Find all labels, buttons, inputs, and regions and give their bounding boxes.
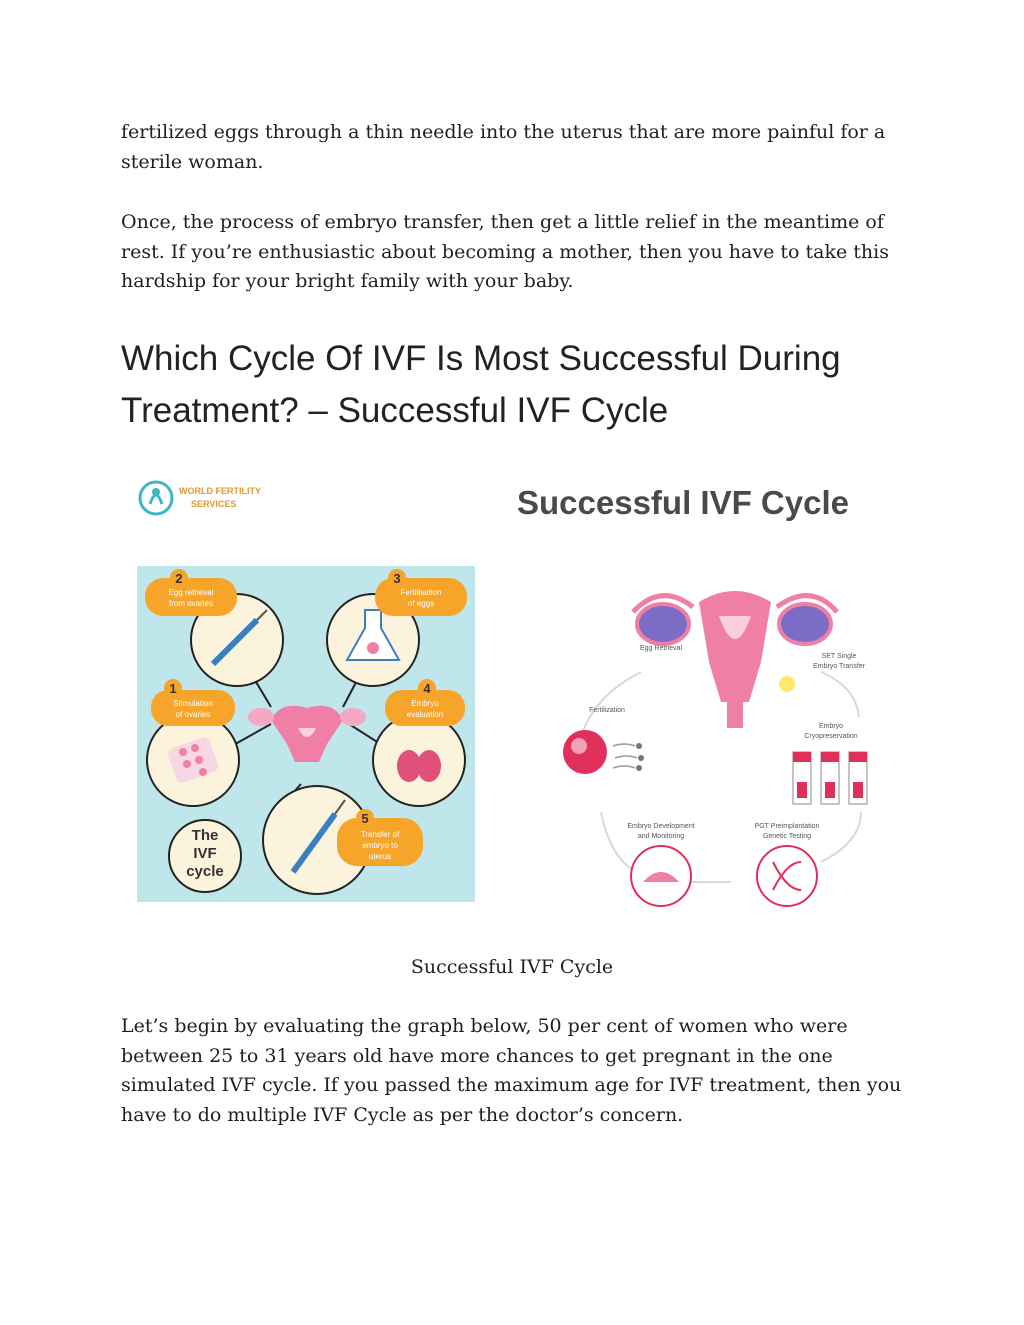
step-1-badge — [151, 690, 235, 726]
svg-text:and Monitoring: and Monitoring — [637, 833, 685, 840]
svg-text:The: The — [191, 827, 219, 844]
figure-caption: Successful IVF Cycle — [410, 956, 614, 978]
world-fertility-logo — [140, 482, 261, 514]
uterus-ovaries-icon — [633, 591, 837, 728]
svg-text:cycle: cycle — [186, 863, 224, 880]
paragraph-graph-evaluation: Let’s begin by evaluating the graph below, 50 per cent of women who were between 25 to 31 years old have more chances to get pregnant in the one simulated IVF cycle. If you passed the maximum age for IVF treatment, then you have to do multiple IVF Cycle as per the doctor’s concern. — [121, 1015, 902, 1126]
ivf-cycle-right-panel — [563, 591, 867, 906]
step-3-number: 3 — [393, 571, 401, 586]
step-2-badge — [145, 578, 237, 616]
genetic-testing-icon — [757, 846, 817, 906]
egg-retrieval-label: Egg Retrieval — [639, 645, 683, 652]
step-4-number: 4 — [423, 681, 431, 696]
step-3-badge — [375, 578, 467, 616]
step-2-label-line1: Egg retrieval — [168, 588, 214, 597]
ivf-cycle-center-label — [169, 820, 241, 892]
step-4-label-line2: evaluation — [406, 710, 444, 719]
svg-text:Embryo Transfer: Embryo Transfer — [813, 663, 865, 670]
step-3-label-line1: Fertilisation — [400, 588, 442, 597]
step-4-label-line1: Embryo — [411, 699, 439, 708]
step-1-label-line2: of ovaries — [175, 710, 211, 719]
paragraph-intro-continuation: fertilized eggs through a thin needle into the uterus that are more painful for a sterile woman. — [121, 121, 886, 173]
egg-fertilization-icon — [563, 730, 644, 774]
step-5-label-line3: uterus — [368, 852, 392, 861]
svg-text:IVF: IVF — [193, 845, 217, 862]
cryopreservation-tubes-icon — [793, 752, 867, 804]
step-2-number: 2 — [175, 571, 183, 586]
step-2-label-line2: from ovaries — [168, 599, 214, 608]
paragraph-embryo-transfer: Once, the process of embryo transfer, then get a little relief in the meantime of rest. If you’re enthusiastic about becoming a mother, then you have to take this hardship for your bright family with your baby. — [121, 211, 889, 292]
step-5-label-line1: Transfer of — [360, 830, 400, 839]
ivf-cycle-left-panel — [137, 566, 475, 902]
transfer-sparkle-icon — [779, 676, 795, 692]
logo-text-line1: WORLD FERTILITY — [179, 486, 261, 496]
fertilization-label: Fertilization — [589, 707, 625, 714]
embryo-development-icon — [631, 846, 691, 906]
step-1-stimulation — [147, 679, 239, 806]
svg-text:Embryo Development: Embryo Development — [627, 823, 695, 830]
svg-text:Embryo: Embryo — [818, 723, 844, 730]
step-3-label-line2: of eggs — [407, 599, 435, 608]
step-1-label-line1: Stimulation — [173, 699, 213, 708]
step-5-number: 5 — [361, 811, 369, 826]
svg-text:PGT Preimplantation: PGT Preimplantation — [754, 823, 820, 830]
svg-text:Genetic Testing: Genetic Testing — [762, 833, 812, 840]
ivf-cycle-figure — [121, 462, 883, 910]
ivf-cycle-illustration — [121, 462, 883, 910]
svg-text:Cryopreservation: Cryopreservation — [804, 733, 858, 740]
section-heading: Which Cycle Of IVF Is Most Successful During Treatment? – Successful IVF Cycle — [121, 339, 841, 430]
step-5-label-line2: embryo to — [362, 841, 398, 850]
step-1-number: 1 — [169, 681, 177, 696]
figure-title: Successful IVF Cycle — [517, 484, 849, 521]
svg-text:SET Single: SET Single — [821, 653, 857, 660]
logo-text-line2: SERVICES — [191, 499, 237, 509]
